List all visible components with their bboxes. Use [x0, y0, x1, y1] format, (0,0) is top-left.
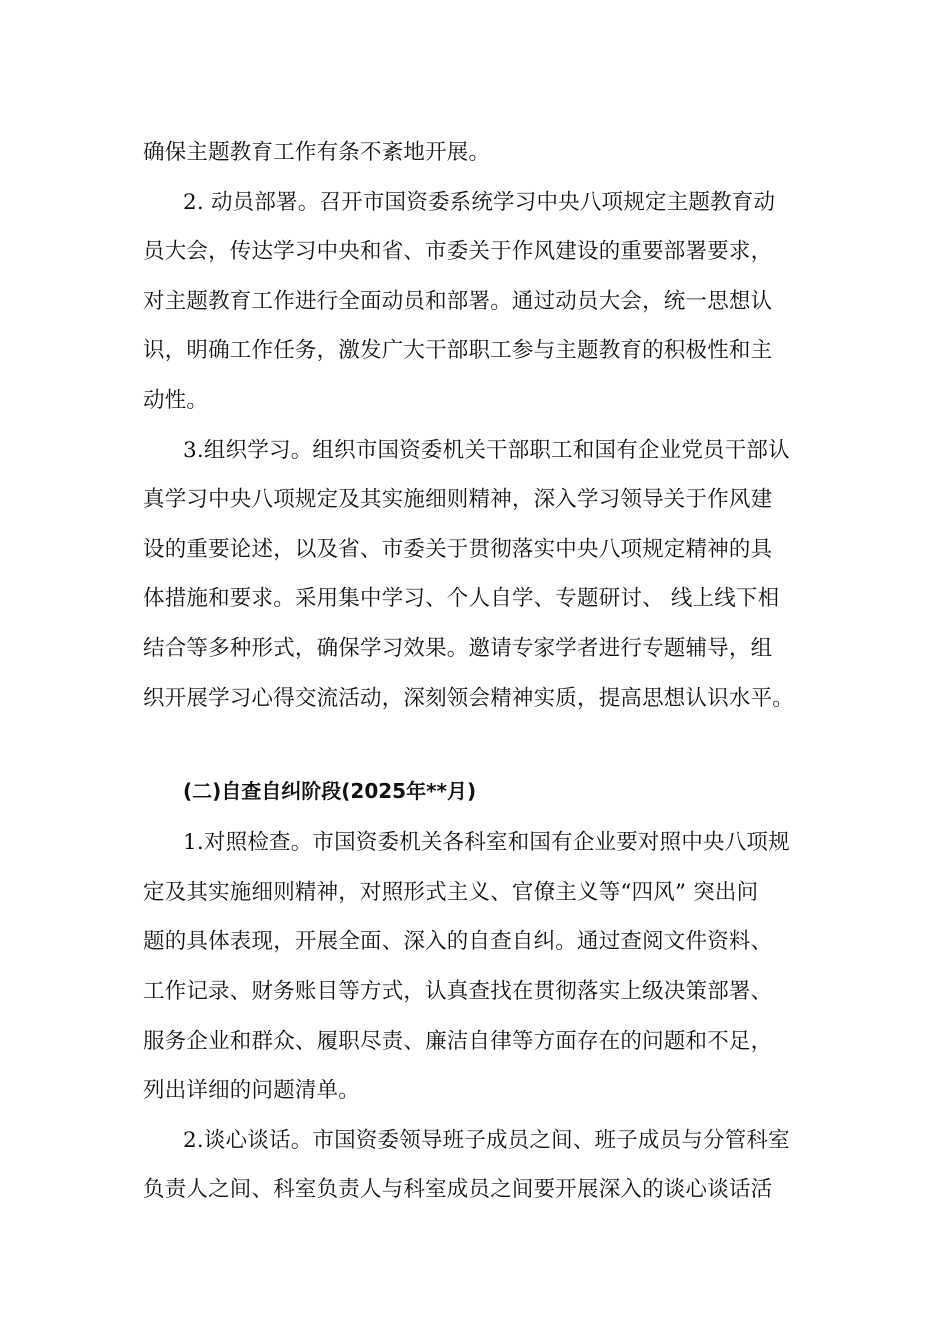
- text-line: 题的具体表现，开展全面、深入的自查自纠。通过查阅文件资料、: [143, 929, 773, 955]
- document-body: [143, 128, 823, 1215]
- text-line: 识，明确工作任务，激发广大干部职工参与主题教育的积极性和主: [143, 338, 773, 364]
- text-line: 真学习中央八项规定及其实施细则精神，深入学习领导关于作风建: [143, 487, 773, 513]
- section-heading: (二)自查自纠阶段(2025年**月): [183, 779, 477, 804]
- text-line: 定及其实施细则精神，对照形式主义、官僚主义等“四风” 突出问: [143, 879, 759, 905]
- text-line: 对主题教育工作进行全面动员和部署。通过动员大会，统一思想认: [143, 288, 773, 314]
- paragraph-talks: [143, 1116, 823, 1215]
- text-line: 工作记录、财务账目等方式，认真查找在贯彻落实上级决策部署、: [143, 978, 773, 1004]
- text-line: 设的重要论述，以及省、市委关于贯彻落实中央八项规定精神的具: [143, 536, 773, 562]
- text-line: 织开展学习心得交流活动，深刻领会精神实质，提高思想认识水平。: [143, 685, 795, 711]
- text-line: 动性。: [143, 387, 209, 413]
- section-spacer: [143, 723, 823, 765]
- text-line: 2. 动员部署。召开市国资委系统学习中央八项规定主题教育动: [183, 189, 776, 215]
- paragraph-mobilization: [143, 178, 823, 426]
- text-line: 2.谈心谈话。市国资委领导班子成员之间、班子成员与分管科室: [183, 1127, 790, 1153]
- paragraph-continuation: [143, 128, 823, 178]
- text-line: 结合等多种形式，确保学习效果。邀请专家学者进行专题辅导，组: [143, 635, 773, 661]
- text-line: 员大会，传达学习中央和省、市委关于作风建设的重要部署要求，: [143, 239, 773, 265]
- text-line: 列出详细的问题清单。: [143, 1078, 361, 1104]
- paragraph-study: [143, 426, 823, 724]
- text-line: 体措施和要求。采用集中学习、个人自学、专题研讨、 线上线下相: [143, 586, 780, 612]
- text-line: 负责人之间、科室负责人与科室成员之间要开展深入的谈心谈话活: [143, 1177, 773, 1203]
- text-line: 服务企业和群众、履职尽责、廉洁自律等方面存在的问题和不足，: [143, 1028, 773, 1054]
- text-line: 3.组织学习。组织市国资委机关干部职工和国有企业党员干部认: [183, 437, 790, 463]
- text-line: 确保主题教育工作有条不紊地开展。: [143, 140, 491, 165]
- text-line: 1.对照检查。市国资委机关各科室和国有企业要对照中央八项规: [183, 830, 790, 856]
- paragraph-self-check: [143, 818, 823, 1116]
